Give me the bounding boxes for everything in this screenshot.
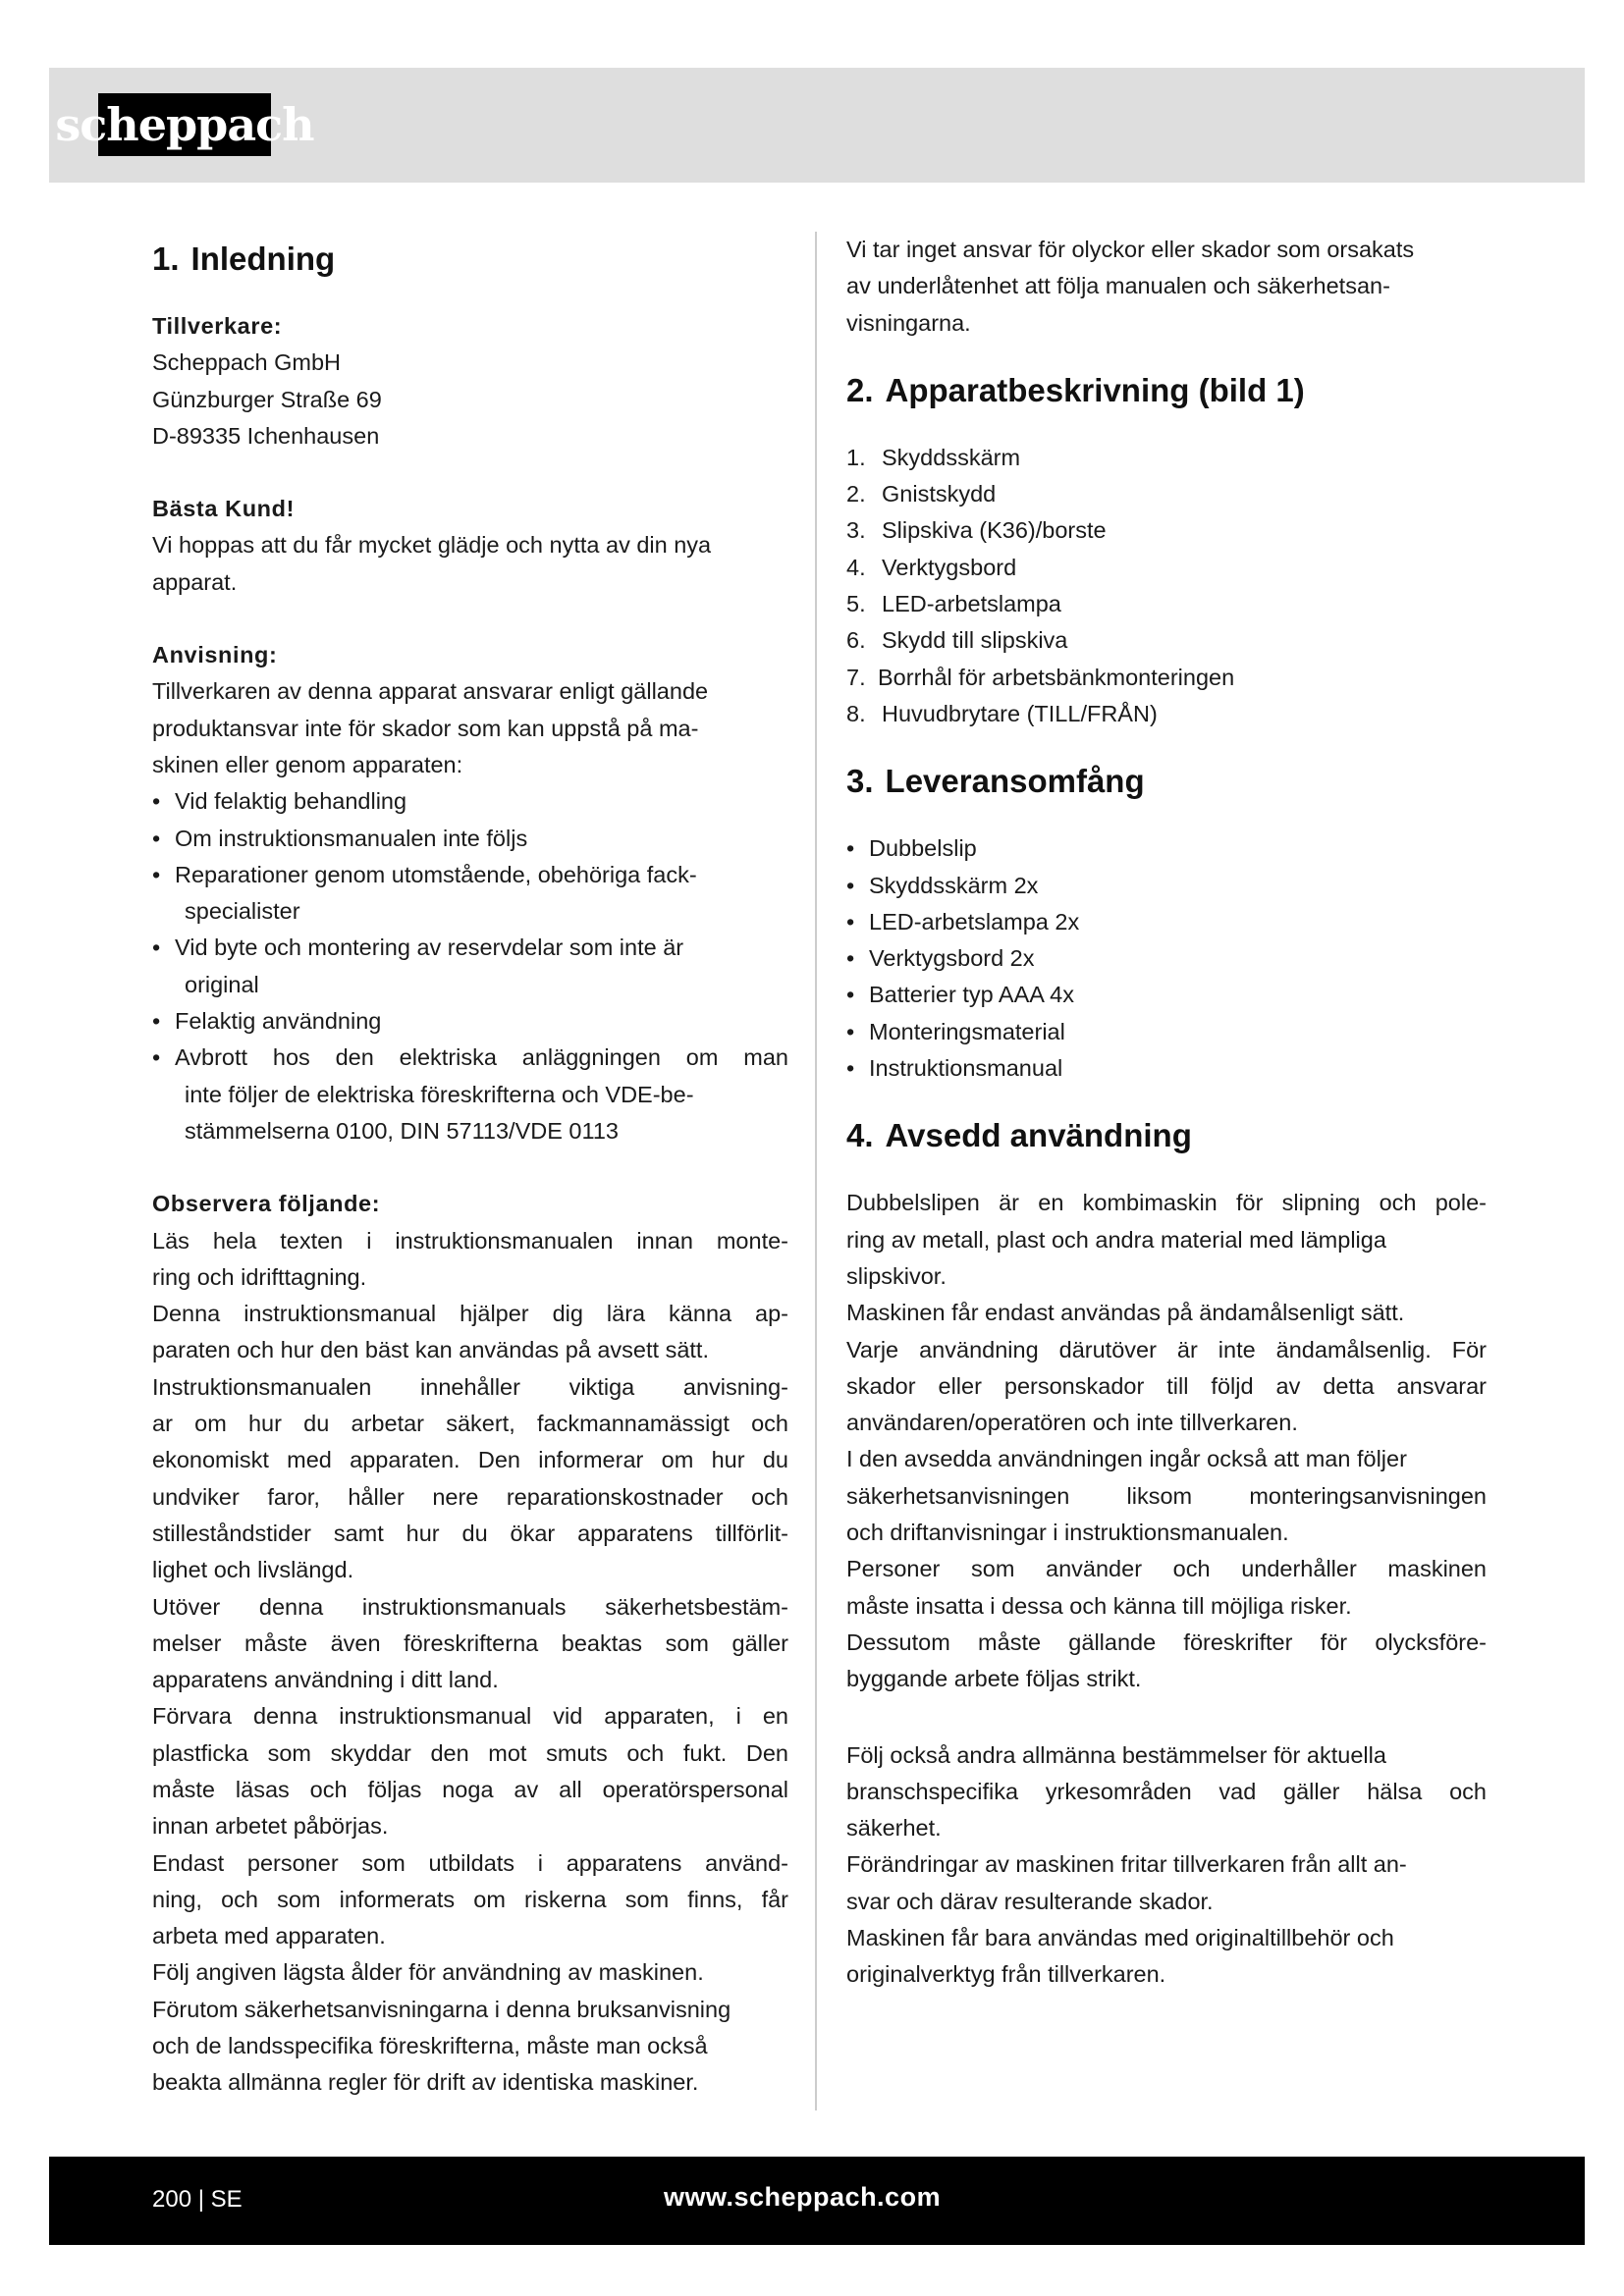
customer-label: Bästa Kund! [152,496,295,522]
list-item: • Vid byte och montering av reservdelar som inte är original [152,930,788,1003]
list-item: • Skyddsskärm 2x [846,868,1487,904]
notice-label: Anvisning: [152,642,278,668]
page-number: 200 | SE [152,2186,243,2213]
list-item: 1. Skyddsskärm [846,444,1021,470]
website-link[interactable]: www.scheppach.com [664,2182,942,2212]
list-item: 5. LED-arbetslampa [846,591,1061,617]
list-item: • Vid felaktig behandling [152,783,788,820]
parts-list [846,440,1487,732]
scheppach-logo [55,93,314,156]
notice-bullet-list [152,783,788,1149]
manufacturer-label: Tillverkare: [152,313,283,339]
list-item: • Batterier typ AAA 4x [846,977,1487,1013]
list-item: • LED-arbetslampa 2x [846,904,1487,940]
delivery-list [846,830,1487,1087]
list-item: • Dubbelslip [846,830,1487,867]
section-1-heading: 1. Inledning [152,240,336,277]
column-divider [815,232,817,2110]
list-item: 4. Verktygsbord [846,554,1017,580]
list-item: 3. Slipskiva (K36)/borste [846,517,1107,544]
list-item: 2. Gnistskydd [846,481,997,507]
notice-paragraph: Tillverkaren av denna apparat ansvarar enligt gällande produktansvar inte för skador som kan uppstå på ma- skinen eller genom apparaten: [152,678,709,777]
logo-text: scheppach [55,98,314,151]
customer-paragraph: Vi hoppas att du får mycket glädje och nytta av din nya apparat. [152,532,712,595]
intended-use-paragraph: Dubbelslipen är en kombimaskin för slipning och pole- ring av metall, plast och andra material med lämpliga slipskivor. Maskinen får endast användas på ändamålsenligt sätt. Varje användning därutöver är inte ändamålsenlig. För skador eller personskador till följd av detta ansvarar användaren/operatören och inte tillverkaren. I den avsedda användningen ingår också att man följer säkerhetsanvisningen liksom monteringsanvisningen och driftanvisningar i instruktionsmanualen. Personer som använder och underhåller maskinen måste insatta i dessa och känna till möjliga risker. Dessutom måste gällande föreskrifter för olycksföre- byggande arbete följas strikt. [846,1190,1487,1692]
list-item: 7. Borrhål för arbetsbänkmonteringen [846,664,1235,690]
list-item: • Om instruktionsmanualen inte följs [152,821,788,857]
list-item: • Monteringsmaterial [846,1014,1487,1050]
list-item: • Instruktionsmanual [846,1050,1487,1087]
left-column [152,232,788,2102]
liability-paragraph: Vi tar inget ansvar för olyckor eller skador som orsakats av underlåtenhet att följa manualen och säkerhetsan- visningarna. [846,237,1415,336]
section-4-heading: 4. Avsedd användning [846,1117,1192,1154]
regulations-paragraph: Följ också andra allmänna bestämmelser för aktuella branschspecifika yrkesområden vad gäller hälsa och säkerhet. Förändringar av maskinen fritar tillverkaren från allt an- svar och därav resulterande skador. Maskinen får bara användas med originaltillbehör och originalverktyg från tillverkaren. [846,1741,1487,1988]
list-item: 8. Huvudbrytare (TILL/FRÅN) [846,700,1158,726]
header-band [49,68,1585,183]
list-item: • Verktygsbord 2x [846,940,1487,977]
list-item: • Reparationer genom utomstående, obehöriga fack- specialister [152,857,788,931]
section-2-heading: 2. Apparatbeskrivning (bild 1) [846,371,1305,408]
list-item: • Avbrott hos den elektriska anläggningen om man inte följer de elektriska föreskrifterna och VDE-be- stämmelserna 0100, DIN 57113/VDE 0113 [152,1040,788,1149]
observe-paragraph: Läs hela texten i instruktionsmanualen innan monte- ring och idrifttagning. Denna instruktionsmanual hjälper dig lära känna ap- paraten och hur den bäst kan användas på avsett sätt. Instruktionsmanualen innehåller viktiga anvisning- ar om hur du arbetar säkert, fackmannamässigt och ekonomiskt med apparaten. Den informerar om hur du undviker faror, håller nere reparationskostnader och stilleståndstider samt hur du ökar apparatens tillförlit- lighet och livslängd. Utöver denna instruktionsmanuals säkerhetsbestäm- melser måste även föreskrifterna beaktas som gäller apparatens användning i ditt land. Förvara denna instruktionsmanual vid apparaten, i en plastficka som skyddar den mot smuts och fukt. Den måste läsas och följas noga av all operatörspersonal innan arbetet påbörjas. Endast personer som utbildats i apparatens använd- ning, och som informerats om riskerna som finns, får arbeta med apparaten. Följ angiven lägsta ålder för användning av maskinen. Förutom säkerhetsanvisningarna i denna bruksanvisning och de landsspecifika föreskrifterna, måste man också beakta allmänna regler för drift av identiska maskiner. [152,1227,788,2096]
footer-band [49,2157,1585,2245]
manufacturer-address: Scheppach GmbH Günzburger Straße 69 D-89335 Ichenhausen [152,349,382,449]
observe-label: Observera följande: [152,1191,381,1217]
list-item: • Felaktig användning [152,1003,788,1040]
right-column [846,232,1487,1994]
list-item: 6. Skydd till slipskiva [846,627,1068,654]
section-3-heading: 3. Leveransomfång [846,763,1145,800]
